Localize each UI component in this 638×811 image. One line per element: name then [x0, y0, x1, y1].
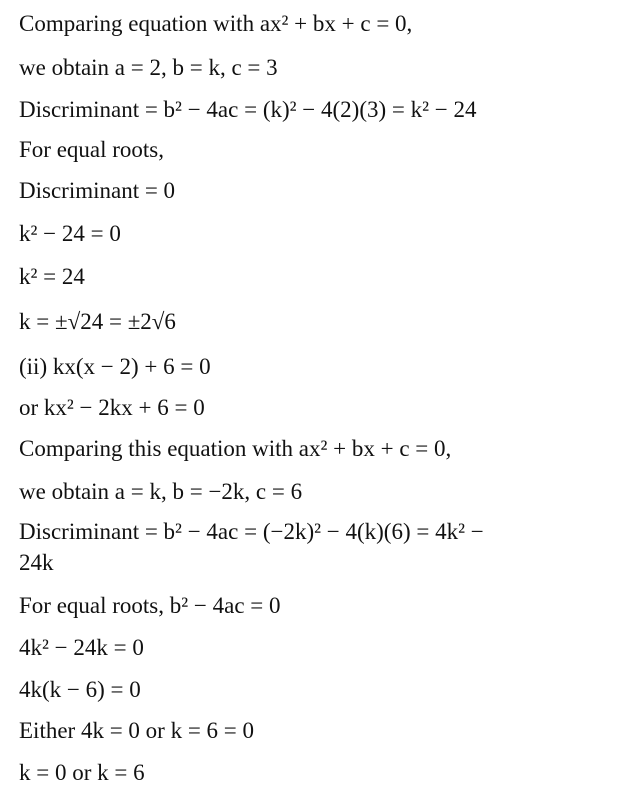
text-line-3: Discriminant = b² − 4ac = (k)² − 4(2)(3) = k² − 24: [19, 97, 477, 122]
text-line-19: k = 0 or k = 6: [19, 760, 145, 785]
text-line-10: or kx² − 2kx + 6 = 0: [19, 395, 205, 420]
text-line-2: we obtain a = 2, b = k, c = 3: [19, 55, 278, 80]
text-line-15: For equal roots, b² − 4ac = 0: [19, 593, 281, 618]
text-line-1: Comparing equation with ax² + bx + c = 0,: [19, 11, 413, 36]
text-line-17: 4k(k − 6) = 0: [19, 677, 141, 702]
text-line-7: k² = 24: [19, 264, 85, 289]
text-line-12: we obtain a = k, b = −2k, c = 6: [19, 479, 303, 504]
text-line-6: k² − 24 = 0: [19, 221, 121, 246]
text-line-14: 24k: [19, 550, 54, 575]
text-line-5: Discriminant = 0: [19, 178, 176, 203]
text-line-9: (ii) kx(x − 2) + 6 = 0: [19, 354, 211, 379]
text-line-18: Either 4k = 0 or k = 6 = 0: [19, 718, 255, 743]
text-line-11: Comparing this equation with ax² + bx + c = 0,: [19, 436, 452, 461]
text-line-8: k = ±√24 = ±2√6: [19, 309, 176, 334]
text-line-13: Discriminant = b² − 4ac = (−2k)² − 4(k)(6) = 4k² −: [19, 519, 484, 544]
text-line-16: 4k² − 24k = 0: [19, 635, 144, 660]
text-line-4: For equal roots,: [19, 137, 165, 162]
